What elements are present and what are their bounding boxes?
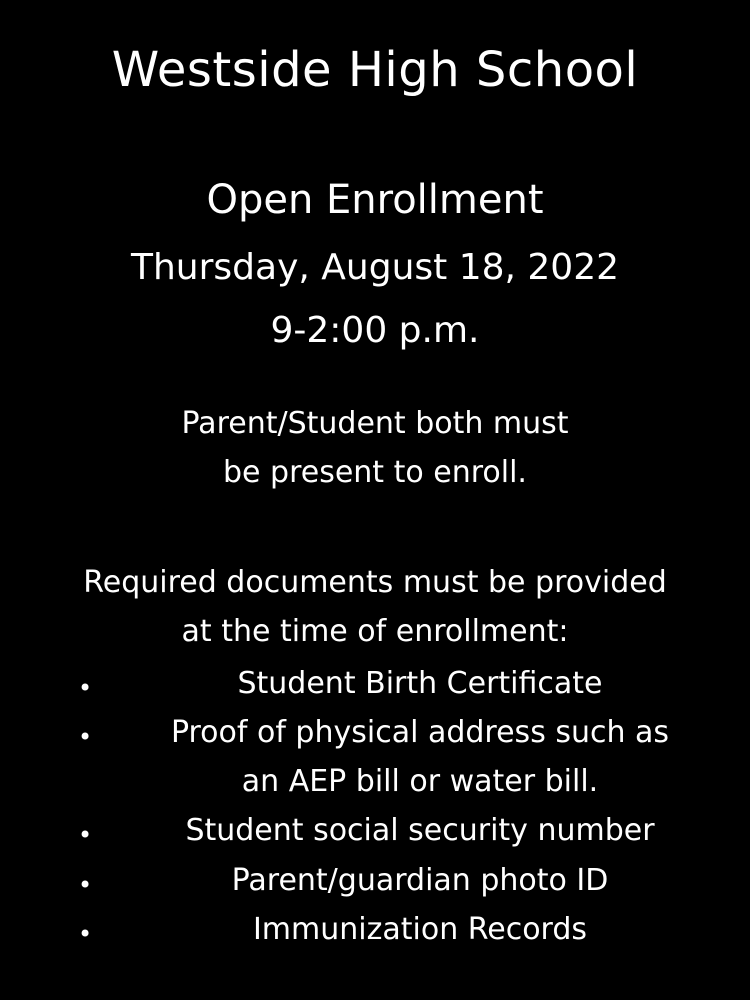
document-item: Parent/guardian photo ID bbox=[231, 863, 609, 898]
bullet-icon: • bbox=[78, 674, 93, 702]
event-time: 9-2:00 p.m. bbox=[270, 310, 480, 351]
document-item: Student Birth Certificate bbox=[237, 666, 603, 701]
event-date: Thursday, August 18, 2022 bbox=[130, 247, 620, 288]
bullet-icon: • bbox=[78, 871, 93, 899]
document-item-continued: an AEP bill or water bill. bbox=[241, 764, 599, 799]
event-title: Open Enrollment bbox=[206, 177, 544, 223]
document-item: Student social security number bbox=[185, 813, 655, 848]
bullet-icon: • bbox=[78, 920, 93, 948]
requirements-heading-line2: at the time of enrollment: bbox=[181, 614, 569, 649]
attendance-note-line2: be present to enroll. bbox=[223, 455, 527, 490]
school-title: Westside High School bbox=[111, 42, 639, 98]
requirements-heading-line1: Required documents must be provided bbox=[83, 565, 667, 600]
document-item: Immunization Records bbox=[252, 912, 588, 947]
document-item: Proof of physical address such as bbox=[170, 715, 670, 750]
attendance-note-line1: Parent/Student both must bbox=[181, 406, 569, 441]
bullet-icon: • bbox=[78, 821, 93, 849]
bullet-icon: • bbox=[78, 723, 93, 751]
